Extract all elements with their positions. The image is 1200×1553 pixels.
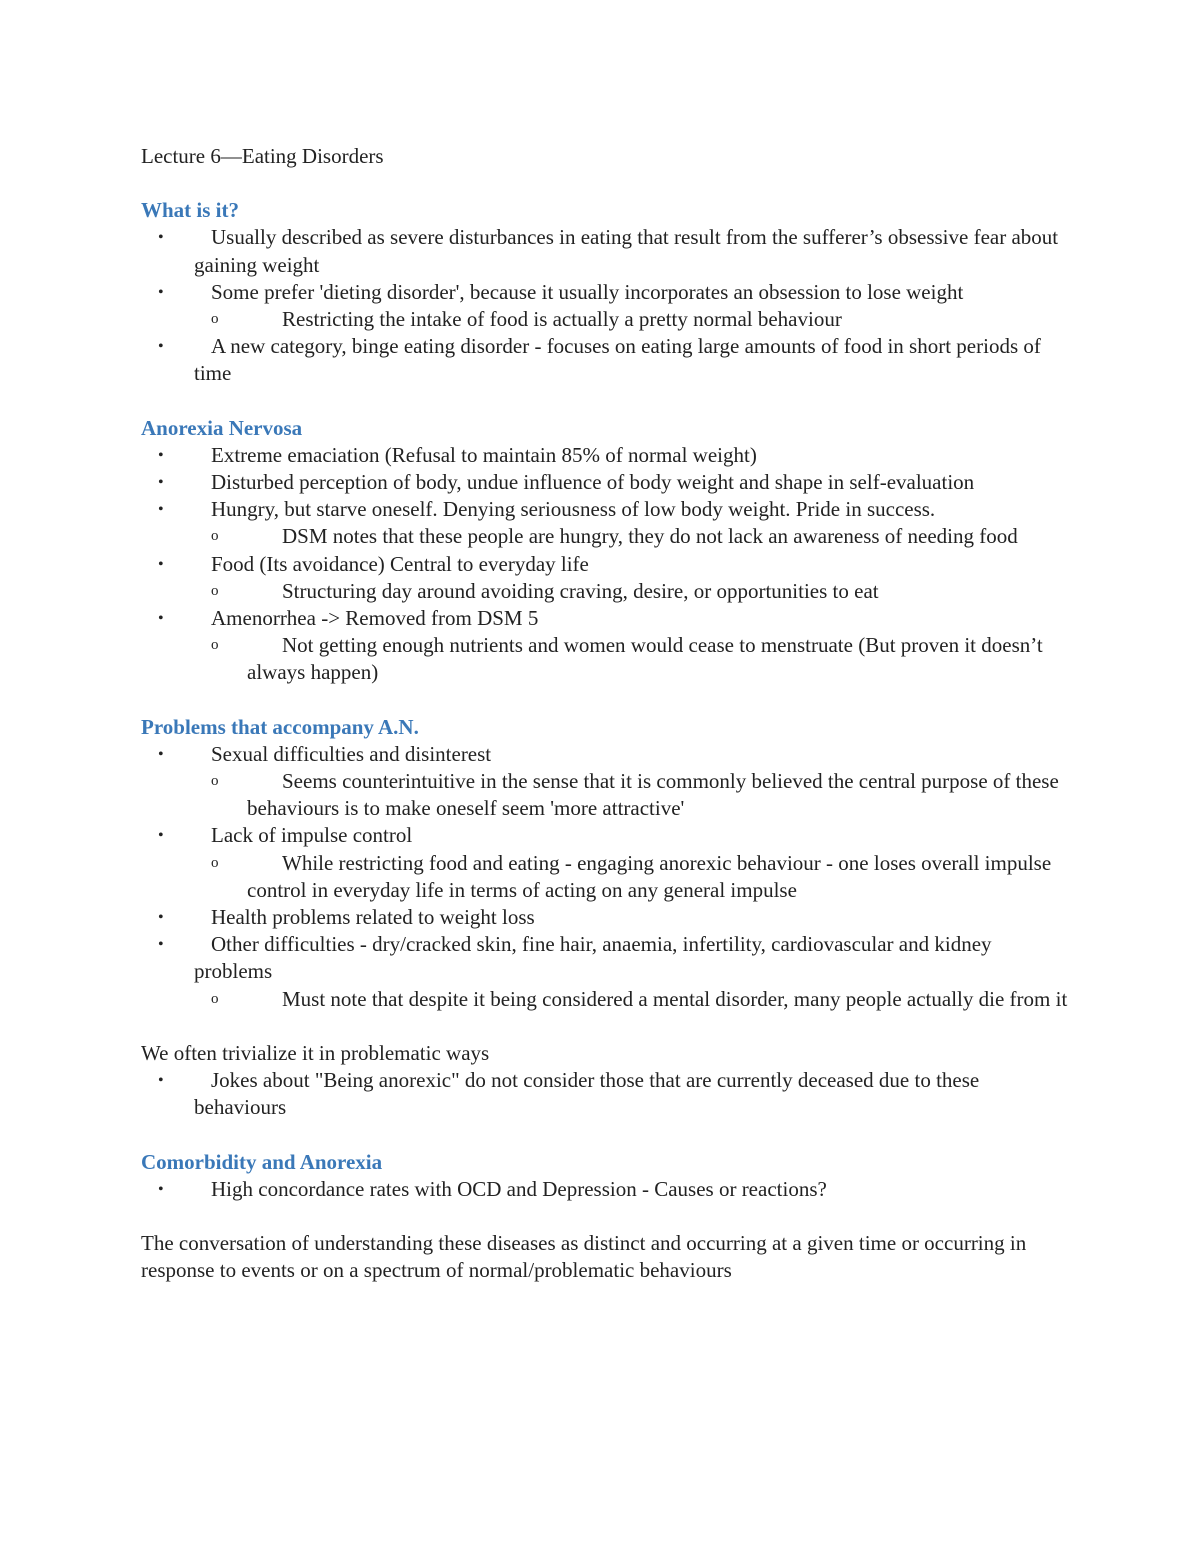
section-heading: What is it? [141, 198, 240, 223]
list-item [141, 442, 1071, 469]
list-item [141, 224, 1071, 278]
sub-list-item [141, 306, 1071, 333]
circle-bullet-icon: o [211, 773, 219, 790]
list-item-text: Disturbed perception of body, undue influence of body weight and shape in self-evaluation [211, 470, 975, 495]
bullet-list [141, 224, 1071, 387]
bullet-list [141, 442, 1071, 687]
sub-list-item-text: Must note that despite it being considered a mental disorder, many people actually die from it [282, 986, 1068, 1011]
circle-bullet-icon: o [211, 582, 219, 599]
list-item-text: Usually described as severe disturbances in eating that result from the sufferer’s obsessive fear about gaining weight [194, 225, 1059, 277]
bullet-list [141, 1176, 1071, 1203]
list-item [141, 904, 1071, 931]
bullet-icon: • [158, 610, 164, 628]
sub-list-item-text: Structuring day around avoiding craving, desire, or opportunities to eat [282, 578, 879, 603]
section-heading: Anorexia Nervosa [141, 415, 303, 440]
bullet-icon: • [158, 283, 164, 301]
bullet-icon: • [158, 827, 164, 845]
list-item [141, 469, 1071, 496]
paragraph: We often trivialize it in problematic ways [141, 1040, 490, 1065]
sub-list-item [141, 986, 1071, 1013]
list-item-text: A new category, binge eating disorder - focuses on eating large amounts of food in short periods of time [194, 334, 1041, 386]
section [141, 1040, 1071, 1122]
sub-list-item-text: Restricting the intake of food is actually a pretty normal behaviour [282, 307, 842, 332]
circle-bullet-icon: o [211, 854, 219, 871]
document-title: Lecture 6—Eating Disorders [141, 144, 384, 168]
bullet-list [141, 1067, 1071, 1121]
circle-bullet-icon: o [211, 637, 219, 654]
list-item [141, 496, 1071, 523]
bullet-icon: • [158, 229, 164, 247]
circle-bullet-icon: o [211, 990, 219, 1007]
sub-list-item [141, 850, 1071, 904]
list-item [141, 333, 1071, 387]
bullet-icon: • [158, 745, 164, 763]
bullet-icon: • [158, 501, 164, 519]
sections-container [141, 197, 1071, 1284]
circle-bullet-icon: o [211, 311, 219, 328]
bullet-list [141, 741, 1071, 1013]
list-item [141, 1067, 1071, 1121]
bullet-icon: • [158, 446, 164, 464]
section [141, 1149, 1071, 1203]
sub-list-item [141, 768, 1071, 822]
list-item-text: Some prefer 'dieting disorder', because it usually incorporates an obsession to lose weight [211, 279, 964, 304]
sub-list-item [141, 632, 1071, 686]
list-item-text: Food (Its avoidance) Central to everyday life [211, 551, 589, 576]
list-item [141, 822, 1071, 849]
bullet-icon: • [158, 1180, 164, 1198]
section [141, 1230, 1071, 1284]
section [141, 415, 1071, 687]
bullet-icon: • [158, 555, 164, 573]
list-item-text: Health problems related to weight loss [211, 905, 535, 930]
list-item [141, 605, 1071, 632]
bullet-icon: • [158, 936, 164, 954]
section [141, 714, 1071, 1013]
list-item [141, 279, 1071, 306]
bullet-icon: • [158, 338, 164, 356]
sub-list-item-text: DSM notes that these people are hungry, they do not lack an awareness of needing food [282, 524, 1018, 549]
section [141, 197, 1071, 387]
list-item-text: High concordance rates with OCD and Depression - Causes or reactions? [211, 1176, 827, 1201]
list-item [141, 1176, 1071, 1203]
list-item [141, 741, 1071, 768]
list-item-text: Hungry, but starve oneself. Denying seriousness of low body weight. Pride in success. [211, 497, 936, 522]
sub-list-item-text: Seems counterintuitive in the sense that it is commonly believed the central purpose of these behaviours is to make oneself seem 'more attractive' [247, 769, 1059, 821]
list-item-text: Amenorrhea -> Removed from DSM 5 [211, 606, 539, 631]
list-item-text: Lack of impulse control [211, 823, 413, 848]
section-heading: Comorbidity and Anorexia [141, 1149, 383, 1174]
list-item [141, 551, 1071, 578]
list-item [141, 931, 1071, 985]
paragraph: The conversation of understanding these diseases as distinct and occurring at a given time or occurring in response to events or on a spectrum of normal/problematic behaviours [141, 1230, 1027, 1283]
sub-list-item [141, 578, 1071, 605]
bullet-icon: • [158, 1072, 164, 1090]
bullet-icon: • [158, 909, 164, 927]
list-item-text: Sexual difficulties and disinterest [211, 741, 492, 766]
document-body [141, 143, 1071, 1311]
sub-list-item [141, 523, 1071, 550]
sub-list-item-text: Not getting enough nutrients and women would cease to menstruate (But proven it doesn’t always happen) [247, 633, 1043, 685]
section-heading: Problems that accompany A.N. [141, 714, 419, 739]
list-item-text: Other difficulties - dry/cracked skin, fine hair, anaemia, infertility, cardiovascular and kidney problems [194, 932, 992, 984]
circle-bullet-icon: o [211, 528, 219, 545]
bullet-icon: • [158, 474, 164, 492]
list-item-text: Extreme emaciation (Refusal to maintain 85% of normal weight) [211, 442, 757, 467]
list-item-text: Jokes about "Being anorexic" do not consider those that are currently deceased due to these behaviours [194, 1068, 980, 1120]
sub-list-item-text: While restricting food and eating - engaging anorexic behaviour - one loses overall impulse control in everyday life in terms of acting on any general impulse [247, 850, 1052, 902]
